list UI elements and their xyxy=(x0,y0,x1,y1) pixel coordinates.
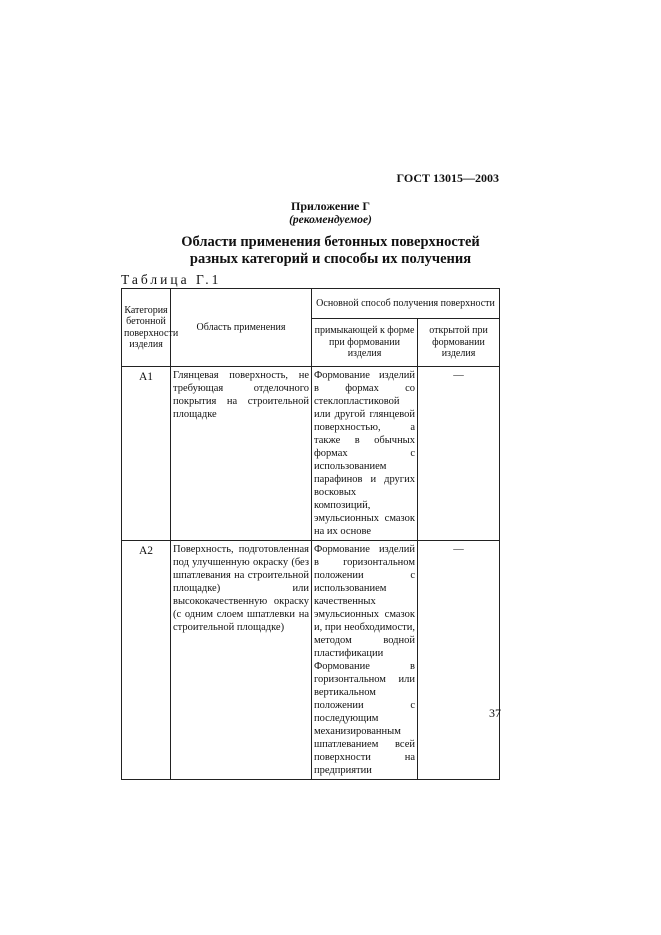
table-row xyxy=(122,541,500,780)
header-adjacent xyxy=(312,319,418,367)
header-category xyxy=(122,289,179,367)
header-category-text: Категория бетонной поверхности изделия xyxy=(124,304,179,350)
row-1-area: Глянцевая поверхность, не требующая отделочного покрытия на строительной площадке xyxy=(171,367,312,541)
header-adjacent-text: примыкающей к форме при формовании изделия xyxy=(314,325,415,360)
header-area xyxy=(171,289,312,367)
table-caption: Таблица Г.1 xyxy=(121,272,222,287)
header-method-text: Основной способ получения поверхности xyxy=(316,297,495,309)
header-open-text: открытой при формовании изделия xyxy=(429,325,488,360)
row-2-category: А2 xyxy=(122,541,171,780)
row-2-area: Поверхность, подготовленная под улучшенную окраску (без шпатлевания на строительной площадке) или высококачественную окраску (с одним слоем шпатлевки на строительной площадке) xyxy=(171,541,312,780)
header-area-text: Область применения xyxy=(196,321,286,333)
appendix-title: Приложение Г xyxy=(290,199,370,213)
document-title xyxy=(0,234,661,268)
header-method xyxy=(312,289,500,319)
title-line-2: разных категорий и способы их получения xyxy=(189,251,472,267)
title-line-1: Области применения бетонных поверхностей xyxy=(181,234,480,250)
row-1-open: — xyxy=(418,367,500,541)
appendix-note: (рекомендуемое) xyxy=(289,214,372,226)
surface-categories-table xyxy=(121,288,500,780)
header-open xyxy=(418,319,500,367)
row-1-adjacent: Формование изделий в формах со стеклопластиковой или другой глянцевой поверхностью, а также в обычных формах с использованием парафинов и других восковых композиций, эмульсионных смазок на их основе xyxy=(312,367,418,541)
page-number: 37 xyxy=(489,706,501,720)
row-2-adjacent: Формование изделий в горизонтальном положении с использованием качественных эмульсионных смазок и, при необходимости, методом водной пластификации Формование в горизонтальном или вертикальном положении с последующим механизированным шпатлеванием всей поверхности на предприятии xyxy=(312,541,418,780)
row-1-category: А1 xyxy=(122,367,171,541)
table-row xyxy=(122,367,500,541)
table-header-row xyxy=(122,289,500,319)
standard-header: ГОСТ 13015—2003 xyxy=(396,171,499,185)
row-2-open: — xyxy=(418,541,500,780)
